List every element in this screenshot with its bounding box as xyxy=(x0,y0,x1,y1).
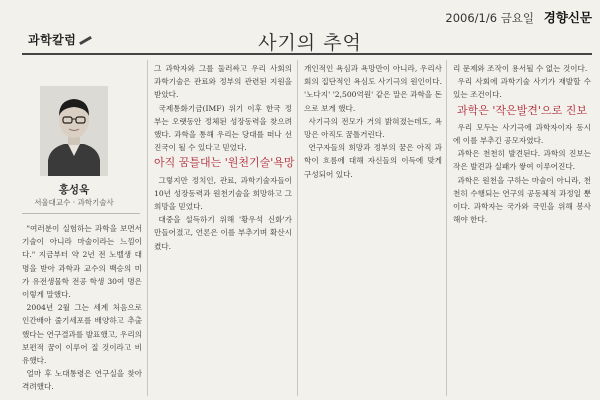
byline-divider xyxy=(22,213,140,214)
section-subhead: 과학은 '작은발견'으로 진보 xyxy=(457,103,587,117)
author-photo xyxy=(40,86,108,176)
body-paragraph: 얼마 후 노대통령은 연구실을 찾아 격려했다. xyxy=(22,369,142,392)
masthead xyxy=(0,8,592,26)
title-rule xyxy=(22,53,592,55)
body-paragraph: 과학은 원천을 구하는 마술이 아니라, 천천히 수행되는 연구의 공동체적 과정일 뿐이다. 과학자는 국가와 국민을 위해 봉사해야 한다. xyxy=(453,175,591,225)
author-title: 서울대교수 · 과학기술사 xyxy=(34,198,114,207)
body-paragraph: 과학은 천천히 발견된다. 과학의 진보는 작은 발견과 실패가 쌓여 이루어진다. xyxy=(453,149,591,172)
body-paragraph: 대중을 설득하기 위해 '황우석 신화'가 만들어졌고, 언론은 이를 부추기며 확산시켰다. xyxy=(154,215,292,251)
column-label-text: 과학칼럼 xyxy=(28,33,77,47)
body-paragraph: 사기극의 전모가 거의 밝혀졌는데도, 욕망은 아직도 꿈틀거린다. xyxy=(304,116,442,140)
body-column-3 xyxy=(304,62,442,181)
column-label xyxy=(28,31,92,48)
body-paragraph: 우리 모두는 사기극에 과학자이자 동시에 이를 부추긴 공모자였다. xyxy=(453,122,591,146)
body-paragraph: 리 문제와 조작이 용서될 수 없는 것이다. xyxy=(453,64,588,73)
body-paragraph: 우리 사회에 과학기술 사기가 재발할 수 있는 조건이다. xyxy=(453,77,591,100)
body-paragraph: 그렇지만 정치인, 관료, 과학기술자들이 10년 성장동력과 원천기술을 희망하고 그 희망을 믿었다. xyxy=(154,175,292,212)
author-name: 홍성욱 xyxy=(58,184,90,196)
publication-date: 2006/1/6 금요일 xyxy=(445,11,535,25)
body-column-1 xyxy=(22,222,142,394)
body-paragraph: 연구자들의 희망과 정부의 꿈은 아직 과학이 흐름에 대해 자신들의 이득에 맞게 구성되어 있다. xyxy=(304,143,442,179)
body-paragraph: "여러분이 실험하는 과학을 보면서 기술이 아니라 마술이라는 느낌이다." 지금부터 약 2년 전 노벨생 대명을 받아 과학과 교수의 백승의 미가 유전생물학 전공 학생 30여 명은 이렇게 말했다. xyxy=(22,224,142,300)
body-paragraph: 그 과학자와 그를 둘러싸고 우리 사회의 과학기술은 관료와 정부의 관련된 지원을 받았다. xyxy=(154,64,292,100)
pencil-icon xyxy=(79,36,92,45)
headline: 사기의 추억 xyxy=(258,32,362,54)
author-portrait-icon xyxy=(40,86,108,176)
column-divider xyxy=(147,60,148,396)
body-paragraph: 개인적인 욕심과 욕망만이 아니라, 우리사회의 집단적인 욕심도 사기극의 원인이다. '노다지' '2,500억원' 같은 말은 과학을 돈으로 보게 했다. xyxy=(304,64,442,113)
body-paragraph: 2004년 2월 그는 세계 처음으로 인간배아 줄기세포를 배양하고 추출했다는 연구결과를 발표했고, 우리의 보편적 꿈이 이루어 질 것이라고 비유했다. xyxy=(22,303,142,366)
section-subhead: 아직 꿈틀대는 '원천기술'욕망 xyxy=(154,156,295,170)
body-paragraph: 국제통화기금(IMF) 위기 이후 한국 정부는 오랫동안 정체된 성장동력을 찾으려 했다. 과학을 통해 우리는 당대를 떠나 선진국이 될 수 있다고 믿었다. xyxy=(154,103,292,153)
column-divider xyxy=(297,60,298,396)
body-column-4 xyxy=(453,62,591,226)
body-column-2 xyxy=(154,62,295,253)
newspaper-name: 경향신문 xyxy=(543,10,592,25)
column-divider xyxy=(446,60,447,396)
